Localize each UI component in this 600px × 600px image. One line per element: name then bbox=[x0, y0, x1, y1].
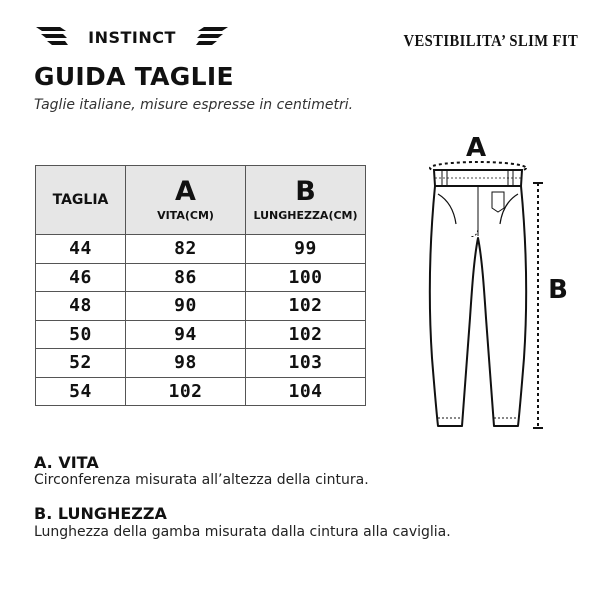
brand-name: INSTINCT bbox=[88, 28, 176, 47]
pants-icon bbox=[400, 128, 580, 440]
cell-length: 104 bbox=[246, 377, 366, 406]
legend-a-desc: Circonferenza misurata all’altezza della cintura. bbox=[34, 472, 369, 488]
table-header-row bbox=[36, 166, 366, 235]
header-length-letter: B bbox=[295, 176, 316, 207]
cell-size: 54 bbox=[36, 377, 126, 406]
legend-b-desc: Lunghezza della gamba misurata dalla cintura alla caviglia. bbox=[34, 524, 451, 540]
table-row bbox=[36, 377, 366, 406]
header-length-label: LUNGHEZZA(CM) bbox=[253, 209, 358, 222]
cell-length: 100 bbox=[246, 263, 366, 292]
table-row bbox=[36, 292, 366, 321]
table-row bbox=[36, 263, 366, 292]
table-row bbox=[36, 349, 366, 378]
cell-waist: 90 bbox=[126, 292, 246, 321]
cell-size: 50 bbox=[36, 320, 126, 349]
cell-length: 99 bbox=[246, 235, 366, 264]
cell-length: 103 bbox=[246, 349, 366, 378]
page-subtitle: Taglie italiane, misure espresse in centimetri. bbox=[34, 97, 354, 113]
header-waist-label: VITA(CM) bbox=[157, 209, 214, 222]
cell-size: 44 bbox=[36, 235, 126, 264]
cell-waist: 94 bbox=[126, 320, 246, 349]
diagram-label-b: B bbox=[548, 275, 568, 305]
cell-waist: 82 bbox=[126, 235, 246, 264]
cell-waist: 86 bbox=[126, 263, 246, 292]
legend-a-title: A. VITA bbox=[34, 453, 99, 472]
cell-size: 46 bbox=[36, 263, 126, 292]
pants-diagram bbox=[400, 128, 580, 440]
cell-length: 102 bbox=[246, 320, 366, 349]
logo-wings-icon bbox=[34, 23, 230, 49]
header-size: TAGLIA bbox=[36, 166, 126, 235]
cell-size: 52 bbox=[36, 349, 126, 378]
instinct-logo bbox=[34, 23, 230, 49]
fit-label: VESTIBILITA’ SLIM FIT bbox=[403, 31, 578, 50]
cell-length: 102 bbox=[246, 292, 366, 321]
page-title: GUIDA TAGLIE bbox=[34, 62, 234, 91]
diagram-label-a: A bbox=[465, 133, 487, 163]
table-row bbox=[36, 235, 366, 264]
cell-waist: 98 bbox=[126, 349, 246, 378]
header-waist bbox=[126, 166, 246, 235]
size-table bbox=[35, 165, 366, 406]
cell-waist: 102 bbox=[126, 377, 246, 406]
table-row bbox=[36, 320, 366, 349]
header-length bbox=[246, 166, 366, 235]
legend-b-title: B. LUNGHEZZA bbox=[34, 504, 167, 523]
cell-size: 48 bbox=[36, 292, 126, 321]
header-waist-letter: A bbox=[175, 176, 196, 207]
